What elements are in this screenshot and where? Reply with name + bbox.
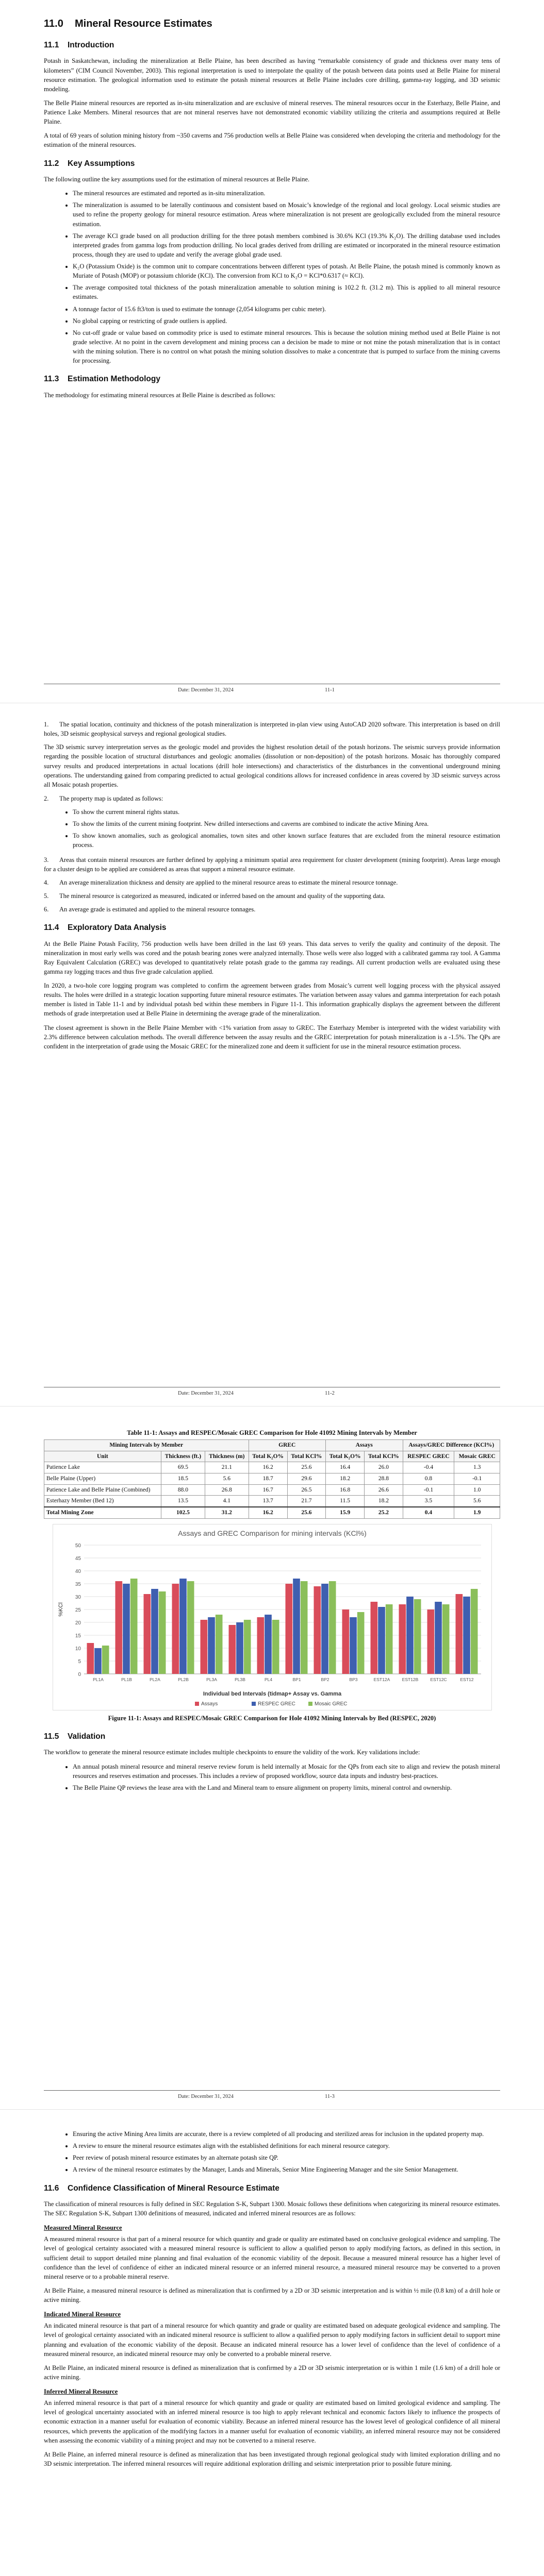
bar bbox=[94, 1648, 102, 1674]
x-axis-label: Individual bed Intervals (tidmap+ Assay vs. Gamma bbox=[203, 1690, 341, 1697]
bar bbox=[463, 1597, 470, 1674]
y-axis-label: %KCl bbox=[57, 1602, 64, 1617]
item-number: 4. bbox=[44, 878, 49, 886]
heading-number: 11.2 bbox=[44, 159, 59, 168]
value-cell: 25.6 bbox=[287, 1462, 325, 1473]
x-tick-label: EST12 bbox=[460, 1676, 473, 1682]
x-tick-label: PL3B bbox=[234, 1676, 245, 1682]
measured-subheading: Measured Mineral Resource bbox=[44, 2224, 122, 2232]
x-tick-label: PL3A bbox=[206, 1676, 217, 1682]
item-text: An average grade is estimated and applied to the mineral resource tonnages. bbox=[59, 906, 256, 913]
x-tick-label: EST12A bbox=[373, 1676, 390, 1682]
assumptions-list bbox=[44, 189, 500, 365]
item-text: The property map is updated as follows: bbox=[59, 794, 163, 802]
table-row bbox=[44, 1484, 500, 1496]
paragraph: An inferred mineral resource is that part of a mineral resource for which quantity and grade or quality are estimated based on limited geological evidence and sampling. The level of geological uncertainty associated with an inferred mineral resource is too high to apply relevant technical and economic factors likely to influence the prospects of economic extraction in a manner useful for evaluation of economic viability. Because an inferred mineral resource has the lowest level of geological confidence of all mineral resources, which prevents the application of the modifying factors in a manner useful for evaluation of economic viability, an inferred mineral resource may not be considered when assessing the economic viability of a mining project and may not be converted to a mineral reserve. bbox=[44, 2399, 500, 2444]
bar bbox=[442, 1604, 449, 1674]
y-tick-label: 5 bbox=[77, 1658, 81, 1665]
item-text: An average mineralization thickness and density are applied to the mineral resource areas to estimate the mineral resource tonnage. bbox=[59, 878, 398, 886]
bar bbox=[300, 1581, 307, 1674]
list-item: • To show known anomalies, such as geological anomalies, town sites and other known surface features that are excluded from the mineral resource estimation process. bbox=[73, 831, 500, 850]
item-number: 3. bbox=[44, 856, 49, 863]
bar bbox=[435, 1602, 442, 1674]
intro-heading bbox=[44, 40, 500, 51]
page-2 bbox=[0, 703, 544, 1406]
numbered-item bbox=[44, 905, 500, 914]
bar bbox=[172, 1584, 179, 1674]
bar bbox=[236, 1622, 243, 1674]
value-cell: -0.4 bbox=[403, 1462, 454, 1473]
x-tick-label: PL2B bbox=[177, 1676, 189, 1682]
paragraph: At Belle Plaine, an inferred mineral resource is defined as mineralization that has been investigated through regional geological study with limited exploration drilling and no 3D seismic interpretation. The inferred mineral resources will require additional exploration drilling and seismic interpretation prior to possible future mining. bbox=[44, 2450, 500, 2467]
bar bbox=[399, 1604, 406, 1674]
value-cell: 13.7 bbox=[249, 1496, 287, 1507]
bar bbox=[370, 1602, 377, 1674]
y-tick-label: 15 bbox=[75, 1633, 81, 1639]
bar bbox=[115, 1581, 122, 1674]
bar bbox=[208, 1617, 215, 1674]
validation-list bbox=[44, 1762, 500, 1792]
heading-title: Exploratory Data Analysis bbox=[68, 923, 167, 933]
bar bbox=[228, 1625, 236, 1674]
section-number: 11.0 bbox=[44, 18, 63, 29]
value-cell: 18.2 bbox=[365, 1496, 403, 1507]
heading-title: Estimation Methodology bbox=[68, 375, 160, 384]
column-header: RESPEC GREC bbox=[403, 1451, 454, 1462]
heading-number: 11.4 bbox=[44, 923, 59, 933]
heading-number: 11.3 bbox=[44, 375, 59, 384]
item-number: 6. bbox=[44, 906, 49, 913]
chart-title: Assays and GREC Comparison for mining intervals (KCl%) bbox=[177, 1529, 367, 1537]
unit-cell: Belle Plaine (Upper) bbox=[44, 1473, 161, 1485]
bar bbox=[215, 1615, 222, 1674]
validation-heading bbox=[44, 1731, 500, 1742]
paragraph: The Belle Plaine mineral resources are reported as in-situ mineralization and are exclusive of mineral reserves. The mineral resources occur in the Esterhazy, Belle Plaine, and Patience Lake Members. Mineral resources that are not mineral reserves have not demonstrated economic viability utilizing the criteria and assumptions required at Belle Plaine. bbox=[44, 99, 500, 126]
numbered-item bbox=[44, 891, 500, 901]
footer-date: Date: December 31, 2024 bbox=[178, 1391, 234, 1396]
paragraph: The 3D seismic survey interpretation serves as the geologic model and provides the highest resolution detail of the potash horizons. The seismic surveys provide information regarding the possible location of structural disturbances and geologic anomalies (dissolution or non-deposition) of the potash horizons. Mosaic has thoroughly compared survey results and produced interpretations in actual locations (drill hole intersections) and characteristics of the disturbances in the conventional underground mining operations. The understanding gained from comparing predicted to actual geological conditions allows for increased confidence in areas covered by 3D seismic surveys across all Mosaic potash properties. bbox=[44, 743, 500, 788]
x-tick-label: PL4 bbox=[264, 1676, 272, 1682]
bar bbox=[179, 1579, 187, 1674]
property-map-list bbox=[44, 807, 500, 850]
bar bbox=[272, 1620, 279, 1674]
paragraph: At Belle Plaine, an indicated mineral resource is defined as mineralization that is confirmed by a 2D or 3D seismic interpretation or is within 1 mile (1.6 km) of a drill hole or active mining. bbox=[44, 2364, 500, 2381]
value-cell: 102.5 bbox=[161, 1507, 205, 1518]
list-item: • A tonnage factor of 15.6 ft3/ton is used to estimate the tonnage (2,054 kilograms per cubic meter). bbox=[73, 304, 500, 314]
x-tick-label: BP3 bbox=[349, 1676, 358, 1682]
bar bbox=[328, 1581, 336, 1674]
table-total-row bbox=[44, 1507, 500, 1518]
bar bbox=[158, 1591, 166, 1674]
assay-grec-chart bbox=[53, 1524, 492, 1710]
list-item: • To show the limits of the current mining footprint. New drilled intersections and caverns are combined to indicate the active Mining Area. bbox=[73, 819, 500, 828]
value-cell: 25.6 bbox=[287, 1507, 325, 1518]
unit-cell: Patience Lake and Belle Plaine (Combined) bbox=[44, 1484, 161, 1496]
value-cell: 28.8 bbox=[365, 1473, 403, 1485]
value-cell: 18.7 bbox=[249, 1473, 287, 1485]
bar bbox=[314, 1586, 321, 1674]
table-row bbox=[44, 1462, 500, 1473]
legend-swatch bbox=[308, 1702, 312, 1706]
bar bbox=[378, 1607, 385, 1674]
numbered-item bbox=[44, 794, 500, 803]
bar bbox=[285, 1584, 292, 1674]
table-row bbox=[44, 1473, 500, 1485]
item-text: The spatial location, continuity and thickness of the potash mineralization is interpreted in-plan view using AutoCAD 2020 software. This interpretation is based on drill holes, 3D seismic geophysical surveys and regional geological studies. bbox=[44, 721, 500, 738]
paragraph: In 2020, a two-hole core logging program was completed to confirm the agreement between grades from Mosaic’s current well logging process with the physical assayed results. The holes were drilled in a strategic location supporting future mineral resource estimates. The variation between assay values and gamma interpretation for each potash member is listed in Table 11-1 and by individual potash bed within these members in Figure 11-1. This information graphically displays the agreement between the different methods of grade interpretation used at Belle Plaine in determining the average grade of the mineralization. bbox=[44, 982, 500, 1018]
bar bbox=[143, 1594, 151, 1674]
section-heading bbox=[44, 16, 500, 31]
value-cell: 69.5 bbox=[161, 1462, 205, 1473]
value-cell: 0.8 bbox=[403, 1473, 454, 1485]
bar bbox=[257, 1617, 264, 1674]
inferred-subheading: Inferred Mineral Resource bbox=[44, 2388, 118, 2396]
item-number: 2. bbox=[44, 794, 49, 802]
y-tick-label: 40 bbox=[75, 1568, 81, 1574]
page-4 bbox=[0, 2110, 544, 2576]
footer-page-number: 11-3 bbox=[325, 2094, 335, 2099]
item-number: 5. bbox=[44, 892, 49, 900]
heading-number: 11.5 bbox=[44, 1732, 59, 1741]
heading-title: Key Assumptions bbox=[68, 159, 135, 168]
bar bbox=[123, 1584, 130, 1674]
unit-cell: Patience Lake bbox=[44, 1462, 161, 1473]
value-cell: 88.0 bbox=[161, 1484, 205, 1496]
value-cell: 1.3 bbox=[454, 1462, 500, 1473]
assay-comparison-table bbox=[44, 1439, 500, 1519]
y-tick-label: 25 bbox=[75, 1607, 81, 1613]
methodology-heading bbox=[44, 374, 500, 385]
list-item: • To show the current mineral rights status. bbox=[73, 807, 500, 817]
table-row bbox=[44, 1496, 500, 1507]
validation-list-continued bbox=[44, 2129, 500, 2175]
column-header: Total KCl% bbox=[365, 1451, 403, 1462]
y-tick-label: 10 bbox=[75, 1646, 81, 1652]
eda-heading bbox=[44, 922, 500, 934]
group-header: Assays/GREC Difference (KCl%) bbox=[403, 1440, 500, 1451]
list-item: • The Belle Plaine QP reviews the lease area with the Land and Mineral team to ensure alignment on property limits, mineral control and ownership. bbox=[73, 1783, 500, 1792]
value-cell: 16.4 bbox=[326, 1462, 365, 1473]
value-cell: 18.5 bbox=[161, 1473, 205, 1485]
item-number: 1. bbox=[44, 721, 49, 728]
legend-label: Assays bbox=[201, 1701, 218, 1707]
value-cell: 26.8 bbox=[205, 1484, 249, 1496]
bar bbox=[406, 1597, 414, 1674]
value-cell: 13.5 bbox=[161, 1496, 205, 1507]
x-tick-label: PL1B bbox=[121, 1676, 132, 1682]
numbered-item bbox=[44, 878, 500, 887]
value-cell: 29.6 bbox=[287, 1473, 325, 1485]
numbered-item bbox=[44, 720, 500, 738]
value-cell: 1.9 bbox=[454, 1507, 500, 1518]
page-1 bbox=[0, 0, 544, 703]
bar bbox=[350, 1617, 357, 1674]
paragraph: The classification of mineral resources is fully defined in SEC Regulation S-K, Subpart 1300. Mosaic follows these definitions when categorizing its mineral resource estimates. The SEC Regulation S-K, Subpart 1300 definitions of measured, indicated and inferred mineral resources are as follows: bbox=[44, 2200, 500, 2217]
bar bbox=[321, 1584, 328, 1674]
bar bbox=[130, 1579, 137, 1674]
group-header: Assays bbox=[326, 1440, 403, 1451]
value-cell: 4.1 bbox=[205, 1496, 249, 1507]
bar bbox=[385, 1604, 392, 1674]
paragraph: Potash in Saskatchewan, including the mineralization at Belle Plaine, has been described as having “remarkable consistency of grade and thickness over many tens of kilometers” (CIM Council November, 2003). This regional interpretation is used to interpolate the quality of the potash between data points used at Belle Plaine for mineral resource estimation. The geological information used to estimate the potash mineral resources at Belle Plaine includes core drilling, gamma-ray logging, and 3D seismic modeling. bbox=[44, 57, 500, 93]
group-header: GREC bbox=[249, 1440, 326, 1451]
bar bbox=[414, 1599, 421, 1674]
heading-number: 11.6 bbox=[44, 2183, 59, 2193]
value-cell: 16.2 bbox=[249, 1462, 287, 1473]
paragraph: At the Belle Plaine Potash Facility, 756 production wells have been drilled in the last 69 years. This data serves to verify the quality and continuity of the deposit. The mineralization in most early wells was cored and the potash bearing zones were analyzed internally. Those wells were also logged with a calibrated gamma ray tool. A Gamma Ray Equivalent Calculation (GREC) was developed to quantitatively relate potash grade to the gamma ray readings. All current production wells are evaluated using these gamma ray logging traces and thus five grade calculation applied. bbox=[44, 940, 500, 975]
heading-title: Confidence Classification of Mineral Resource Estimate bbox=[68, 2183, 279, 2193]
y-tick-label: 20 bbox=[75, 1620, 81, 1626]
value-cell: 1.0 bbox=[454, 1484, 500, 1496]
value-cell: 5.6 bbox=[205, 1473, 249, 1485]
column-header: Total K₂O% bbox=[326, 1451, 365, 1462]
x-tick-label: PL2A bbox=[149, 1676, 160, 1682]
column-header: Thickness (ft.) bbox=[161, 1451, 205, 1462]
bar bbox=[342, 1609, 349, 1674]
footer-date: Date: December 31, 2024 bbox=[178, 2094, 234, 2099]
y-tick-label: 35 bbox=[75, 1581, 81, 1587]
table-body bbox=[44, 1462, 500, 1518]
item-text: Areas that contain mineral resources are further defined by applying a minimum spatial area requirement for cluster development (mining footprint). Areas large enough for a cluster design to be applied are considered as areas that support a mineral resource estimate. bbox=[44, 856, 500, 873]
value-cell: -0.1 bbox=[403, 1484, 454, 1496]
value-cell: -0.1 bbox=[454, 1473, 500, 1485]
legend-swatch bbox=[195, 1702, 199, 1706]
paragraph: The following outline the key assumptions used for the estimation of mineral resources at Belle Plaine. bbox=[44, 176, 310, 183]
value-cell: 21.1 bbox=[205, 1462, 249, 1473]
page-3 bbox=[0, 1406, 544, 2110]
legend-label: Mosaic GREC bbox=[314, 1701, 347, 1707]
column-header: Mosaic GREC bbox=[454, 1451, 500, 1462]
value-cell: 0.4 bbox=[403, 1507, 454, 1518]
value-cell: 26.0 bbox=[365, 1462, 403, 1473]
value-cell: 11.5 bbox=[326, 1496, 365, 1507]
legend-label: RESPEC GREC bbox=[257, 1701, 295, 1707]
list-item: • The mineral resources are estimated and reported as in-situ mineralization. bbox=[73, 189, 500, 198]
bar bbox=[102, 1646, 109, 1674]
unit-cell: Total Mining Zone bbox=[44, 1507, 161, 1518]
paragraph: At Belle Plaine, a measured mineral resource is defined as mineralization that is confirmed by a 2D or 3D seismic interpretation and is within ½ mile (0.8 km) of a drill hole or active mining. bbox=[44, 2286, 500, 2304]
list-item: • No cut-off grade or value based on commodity price is used to estimate mineral resources. This is because the solution mining method used at Belle Plaine is not grade selective. At no point in the cavern development and mining process can a decision be made to mine or not mine the potash mineralization that is in contact with the mining solution. There is no control on what potash the mining solution dissolves to make a concentrate that is pumped to surface from the mining caverns for processing. bbox=[73, 328, 500, 366]
x-tick-label: EST12C bbox=[430, 1676, 447, 1682]
value-cell: 15.9 bbox=[326, 1507, 365, 1518]
unit-cell: Esterhazy Member (Bed 12) bbox=[44, 1496, 161, 1507]
heading-title: Validation bbox=[68, 1732, 106, 1741]
column-header: Total K₂O% bbox=[249, 1451, 287, 1462]
paragraph: The closest agreement is shown in the Belle Plaine Member with <1% variation from assay to GREC. The Esterhazy Member is interpreted with the widest variability with 2.3% difference between calculation methods. The overall difference between the assay results and the GREC interpretation for potash mineralization is a -1.5%. The QPs are confident in the interpretation of grade using the Mosaic GREC for the mineralized zone and deem it sufficient for use in the mineral resource estimation process. bbox=[44, 1024, 500, 1050]
page-footer bbox=[44, 684, 500, 693]
chart-svg bbox=[53, 1524, 491, 1710]
value-cell: 16.2 bbox=[249, 1507, 287, 1518]
bar bbox=[470, 1589, 477, 1674]
numbered-item bbox=[44, 855, 500, 874]
value-cell: 26.6 bbox=[365, 1484, 403, 1496]
paragraph: An indicated mineral resource is that part of a mineral resource for which quantity and grade or quality are estimated based on adequate geological evidence and sampling. The level of geological certainty associated with an indicated mineral resource is sufficient to allow a qualified person to apply modifying factors in sufficient detail to support mine planning and evaluation of the economic viability of the deposit. Because an indicated mineral resource has a lower level of confidence than the level of confidence of a measured mineral resource, an indicated mineral resource may only be converted to a probable mineral reserve. bbox=[44, 2322, 500, 2358]
value-cell: 16.8 bbox=[326, 1484, 365, 1496]
value-cell: 5.6 bbox=[454, 1496, 500, 1507]
legend-swatch bbox=[252, 1702, 256, 1706]
footer-page-number: 11-1 bbox=[325, 687, 335, 693]
value-cell: 3.5 bbox=[403, 1496, 454, 1507]
x-tick-label: EST12B bbox=[402, 1676, 418, 1682]
y-tick-label: 45 bbox=[75, 1555, 81, 1562]
column-header: Total KCl% bbox=[287, 1451, 325, 1462]
page-footer bbox=[44, 2090, 500, 2099]
heading-title: Introduction bbox=[68, 41, 114, 49]
list-item: • A review to ensure the mineral resource estimates align with the established definitions for each mineral resource category. bbox=[73, 2141, 500, 2150]
value-cell: 25.2 bbox=[365, 1507, 403, 1518]
footer-page-number: 11-2 bbox=[325, 1391, 335, 1396]
bar bbox=[200, 1620, 207, 1674]
x-tick-label: BP2 bbox=[320, 1676, 329, 1682]
bar bbox=[243, 1620, 251, 1674]
item-text: The mineral resource is categorized as measured, indicated or inferred based on the amount and quality of the supporting data. bbox=[59, 892, 386, 900]
list-item: • The average composited total thickness of the potash mineralization amenable to solution mining is 102.2 ft. (31.2 m). This is applied to all mineral resource estimates. bbox=[73, 283, 500, 301]
y-tick-label: 0 bbox=[77, 1671, 81, 1677]
list-item: • A review of the mineral resource estimates by the Manager, Lands and Minerals, Senior Mine Engineering Manager and the site Senior Management. bbox=[73, 2165, 500, 2174]
value-cell: 21.7 bbox=[287, 1496, 325, 1507]
value-cell: 18.2 bbox=[326, 1473, 365, 1485]
list-item: • An annual potash mineral resource and mineral reserve review forum is held internally at Mosaic for the QPs from each site to align and review the potash mineral resources and reserves estimation and processes. This includes a review of proposed workflow, source data inputs and industry best-practices. bbox=[73, 1762, 500, 1781]
column-header: Thickness (m) bbox=[205, 1451, 249, 1462]
bar bbox=[427, 1609, 434, 1674]
bar bbox=[265, 1615, 272, 1674]
bar bbox=[151, 1589, 158, 1674]
assumptions-heading bbox=[44, 158, 500, 170]
list-item: • K₂O (Potassium Oxide) is the common unit to compare concentrations between different types of potash. At Belle Plaine, the potash mined is commonly known as Muriate of Potash (MOP) or potassium chloride (KCl). The conversion from KCl to K₂O = KCl*0.6317 (≈ KCl). bbox=[73, 262, 500, 280]
paragraph: A measured mineral resource is that part of a mineral resource for which quantity and grade or quality are estimated based on conclusive geological evidence and sampling. The level of geological certainty associated with a measured mineral resource is sufficient to allow a qualified person to apply modifying factors, as defined in this section, in sufficient detail to support detailed mine planning and final evaluation of the economic viability of the deposit. Because a measured mineral resource has a higher level of confidence than the level of confidence of either an indicated mineral resource or an inferred mineral resource, a measured mineral resource may be converted to a proven mineral reserve or to a probable mineral reserve. bbox=[44, 2235, 500, 2280]
bar bbox=[87, 1643, 94, 1674]
table-caption: Table 11-1: Assays and RESPEC/Mosaic GREC Comparison for Hole 41092 Mining Intervals by Member bbox=[127, 1429, 417, 1436]
list-item: • Peer review of potash mineral resource estimates by an alternate potash site QP. bbox=[73, 2153, 500, 2162]
column-header: Unit bbox=[44, 1451, 161, 1462]
footer-date: Date: December 31, 2024 bbox=[178, 687, 234, 693]
group-header: Mining Intervals by Member bbox=[44, 1440, 249, 1451]
confidence-heading bbox=[44, 2183, 500, 2194]
value-cell: 16.7 bbox=[249, 1484, 287, 1496]
value-cell: 26.5 bbox=[287, 1484, 325, 1496]
bar bbox=[455, 1594, 463, 1674]
y-tick-label: 30 bbox=[75, 1594, 81, 1600]
bar bbox=[187, 1581, 194, 1674]
bar bbox=[293, 1579, 300, 1674]
paragraph: The workflow to generate the mineral resource estimate includes multiple checkpoints to ensure the validity of the work. Key validations include: bbox=[44, 1749, 420, 1756]
list-item: • Ensuring the active Mining Area limits are accurate, there is a review completed of all producing and sterilized areas for inclusion in the updated property map. bbox=[73, 2129, 500, 2139]
x-tick-label: BP1 bbox=[292, 1676, 301, 1682]
paragraph: The methodology for estimating mineral resources at Belle Plaine is described as follows: bbox=[44, 391, 276, 399]
section-title: Mineral Resource Estimates bbox=[75, 18, 212, 29]
value-cell: 31.2 bbox=[205, 1507, 249, 1518]
page-footer bbox=[44, 1387, 500, 1396]
indicated-subheading: Indicated Mineral Resource bbox=[44, 2311, 121, 2318]
list-item: • No global capping or restricting of grade outliers is applied. bbox=[73, 316, 500, 326]
bar bbox=[357, 1612, 364, 1674]
figure-caption: Figure 11-1: Assays and RESPEC/Mosaic GREC Comparison for Hole 41092 Mining Intervals by Bed (RESPEC, 2020) bbox=[108, 1714, 436, 1722]
list-item: • The mineralization is assumed to be laterally continuous and consistent based on Mosaic’s knowledge of the regional and local geology. Local seismic studies are used to refine the property geology for mineral resource estimation. Areas where mineralization is not present are geologically excluded from the mineral resource estimation. bbox=[73, 200, 500, 228]
list-item: • The average KCl grade based on all production drilling for the three potash members combined is 30.6% KCl (19.3% K₂O). The drilling database used includes interpreted grades from gamma logs from production drilling. No local grades derived from drilling are estimated or incorporated in the mineral resource estimation process, though they are used to update and verify the average global grade used. bbox=[73, 231, 500, 259]
x-tick-label: PL1A bbox=[92, 1676, 104, 1682]
paragraph: A total of 69 years of solution mining history from ~350 caverns and 756 production wells at Belle Plaine was considered when developing the criteria and methodology for the estimation of the mineral resources. bbox=[44, 132, 500, 149]
y-tick-label: 50 bbox=[75, 1543, 81, 1549]
heading-number: 11.1 bbox=[44, 41, 59, 49]
